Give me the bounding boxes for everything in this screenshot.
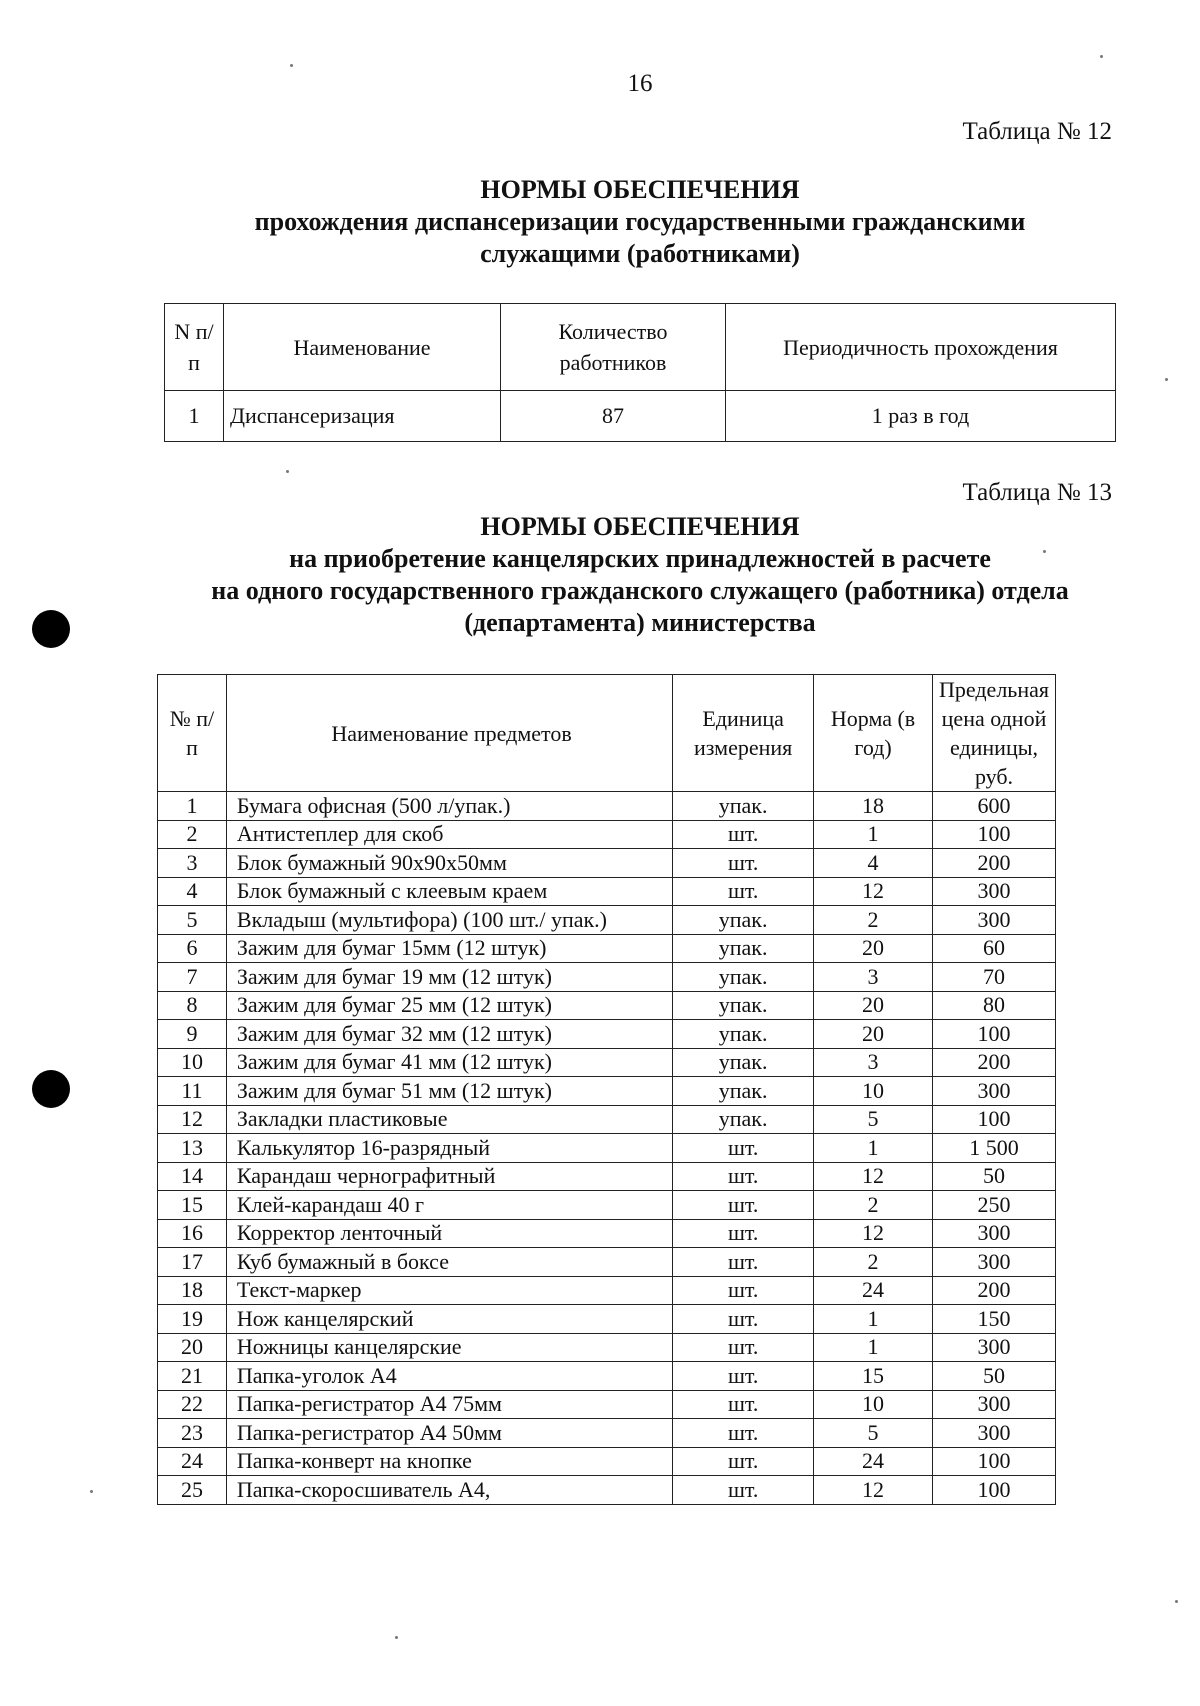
table13-cell: 2 xyxy=(158,820,227,849)
table12-cell: Диспансеризация xyxy=(224,391,501,442)
table13-header-price: Предельная цена одной единицы, руб. xyxy=(933,675,1056,792)
table13-cell: Закладки пластиковые xyxy=(226,1105,672,1134)
table13-cell: 300 xyxy=(933,877,1056,906)
table13-cell: шт. xyxy=(673,1447,814,1476)
table13-cell: 18 xyxy=(158,1276,227,1305)
table13-cell: 100 xyxy=(933,1476,1056,1505)
table13-cell: 1 500 xyxy=(933,1134,1056,1163)
table13-cell: упак. xyxy=(673,963,814,992)
table13-row xyxy=(158,792,1056,821)
table13-cell: 1 xyxy=(158,792,227,821)
table13-cell: 20 xyxy=(814,934,933,963)
scan-speck xyxy=(395,1636,398,1639)
table13-cell: 50 xyxy=(933,1162,1056,1191)
table13-cell: 18 xyxy=(814,792,933,821)
table13-cell: 300 xyxy=(933,1419,1056,1448)
table12-cell: 87 xyxy=(501,391,726,442)
table13-cell: 300 xyxy=(933,1248,1056,1277)
table13-cell: 200 xyxy=(933,1276,1056,1305)
table13-cell: 300 xyxy=(933,1077,1056,1106)
table13-cell: 150 xyxy=(933,1305,1056,1334)
table13-cell: Клей-карандаш 40 г xyxy=(226,1191,672,1220)
table13-cell: 1 xyxy=(814,1333,933,1362)
table13-cell: шт. xyxy=(673,1248,814,1277)
table12-cell: 1 раз в год xyxy=(726,391,1116,442)
table13-cell: 6 xyxy=(158,934,227,963)
table12-header-number: N п/п xyxy=(165,304,224,391)
table13-cell: 15 xyxy=(814,1362,933,1391)
table13-cell: 25 xyxy=(158,1476,227,1505)
table13-cell: Блок бумажный 90х90х50мм xyxy=(226,849,672,878)
table13-cell: Зажим для бумаг 15мм (12 штук) xyxy=(226,934,672,963)
table13-cell: шт. xyxy=(673,820,814,849)
table13-cell: 22 xyxy=(158,1390,227,1419)
table13-cell: 200 xyxy=(933,1048,1056,1077)
table12-subtitle-line2: служащими (работниками) xyxy=(480,239,800,268)
table13-row xyxy=(158,934,1056,963)
table13-cell: шт. xyxy=(673,1390,814,1419)
table13-row xyxy=(158,991,1056,1020)
table12-header-periodicity: Периодичность прохождения xyxy=(726,304,1116,391)
table13-cell: 2 xyxy=(814,1248,933,1277)
table13-cell: 20 xyxy=(814,1020,933,1049)
table13-cell: 12 xyxy=(814,1219,933,1248)
scan-speck xyxy=(90,1490,93,1493)
table13-cell: Папка-уголок А4 xyxy=(226,1362,672,1391)
table13-cell: 21 xyxy=(158,1362,227,1391)
table13-cell: 12 xyxy=(814,877,933,906)
table13-cell: 1 xyxy=(814,1134,933,1163)
table13-cell: шт. xyxy=(673,1362,814,1391)
table13-cell: 250 xyxy=(933,1191,1056,1220)
table13-cell: 20 xyxy=(814,991,933,1020)
table13-cell: Вкладыш (мультифора) (100 шт./ упак.) xyxy=(226,906,672,935)
table13-row xyxy=(158,820,1056,849)
table13-row xyxy=(158,1419,1056,1448)
table13-cell: 300 xyxy=(933,1219,1056,1248)
table13-row xyxy=(158,1048,1056,1077)
table13-cell: шт. xyxy=(673,1305,814,1334)
table13-body xyxy=(158,792,1056,1505)
table13-cell: 12 xyxy=(814,1476,933,1505)
table13-cell: 3 xyxy=(814,963,933,992)
table13-label: Таблица № 13 xyxy=(962,479,1112,506)
table13-row xyxy=(158,1447,1056,1476)
scan-speck xyxy=(1165,378,1168,381)
scan-speck xyxy=(1043,550,1046,553)
table13-cell: 16 xyxy=(158,1219,227,1248)
table13-cell: 60 xyxy=(933,934,1056,963)
table13-cell: Зажим для бумаг 41 мм (12 штук) xyxy=(226,1048,672,1077)
table13-row xyxy=(158,877,1056,906)
scan-speck xyxy=(286,470,289,473)
table13-cell: Зажим для бумаг 25 мм (12 штук) xyxy=(226,991,672,1020)
table13-subtitle-line3: (департамента) министерства xyxy=(464,608,816,637)
table13-subtitle-line2: на одного государственного гражданского служащего (работника) отдела xyxy=(211,576,1069,605)
table13-cell: 100 xyxy=(933,1020,1056,1049)
table13-row xyxy=(158,1476,1056,1505)
table13-row xyxy=(158,906,1056,935)
table13-row xyxy=(158,1191,1056,1220)
scan-speck xyxy=(1100,55,1103,58)
table13-cell: шт. xyxy=(673,1162,814,1191)
table13-cell: шт. xyxy=(673,1191,814,1220)
table13-cell: Блок бумажный с клеевым краем xyxy=(226,877,672,906)
table13-row xyxy=(158,1248,1056,1277)
table13-cell: шт. xyxy=(673,1333,814,1362)
table13-cell: 100 xyxy=(933,1105,1056,1134)
table13-cell: 24 xyxy=(814,1276,933,1305)
table13 xyxy=(157,674,1056,1505)
table12-header-row xyxy=(165,304,1116,391)
punch-hole-upper xyxy=(32,610,70,648)
table12-subtitle-line1: прохождения диспансеризации государственными гражданскими xyxy=(254,207,1026,236)
table13-cell: 300 xyxy=(933,1333,1056,1362)
table13-cell: упак. xyxy=(673,1077,814,1106)
table13-cell: 10 xyxy=(158,1048,227,1077)
table13-cell: 70 xyxy=(933,963,1056,992)
table13-cell: упак. xyxy=(673,792,814,821)
table13-cell: 3 xyxy=(158,849,227,878)
table12-header-count: Количество работников xyxy=(501,304,726,391)
table13-row xyxy=(158,1134,1056,1163)
table13-cell: Антистеплер для скоб xyxy=(226,820,672,849)
table13-cell: Калькулятор 16-разрядный xyxy=(226,1134,672,1163)
table13-cell: 7 xyxy=(158,963,227,992)
table13-row xyxy=(158,1276,1056,1305)
table13-cell: 4 xyxy=(158,877,227,906)
table13-header-norm: Норма (в год) xyxy=(814,675,933,792)
table13-cell: 1 xyxy=(814,820,933,849)
table13-cell: 12 xyxy=(158,1105,227,1134)
table13-cell: 200 xyxy=(933,849,1056,878)
table13-cell: 100 xyxy=(933,820,1056,849)
table13-row xyxy=(158,963,1056,992)
table13-cell: 3 xyxy=(814,1048,933,1077)
table13-cell: Зажим для бумаг 19 мм (12 штук) xyxy=(226,963,672,992)
table13-cell: 13 xyxy=(158,1134,227,1163)
table13-row xyxy=(158,1362,1056,1391)
table13-cell: упак. xyxy=(673,1020,814,1049)
table13-cell: Текст-маркер xyxy=(226,1276,672,1305)
table13-cell: шт. xyxy=(673,1476,814,1505)
table13-cell: 50 xyxy=(933,1362,1056,1391)
table12-label: Таблица № 12 xyxy=(962,118,1112,145)
table13-cell: 23 xyxy=(158,1419,227,1448)
table13-cell: 24 xyxy=(158,1447,227,1476)
table13-cell: упак. xyxy=(673,1105,814,1134)
table13-cell: упак. xyxy=(673,1048,814,1077)
table13-cell: Нож канцелярский xyxy=(226,1305,672,1334)
table13-cell: 5 xyxy=(158,906,227,935)
table13-cell: 4 xyxy=(814,849,933,878)
table13-row xyxy=(158,1333,1056,1362)
table13-cell: 15 xyxy=(158,1191,227,1220)
table12 xyxy=(164,303,1116,442)
table12-body xyxy=(165,391,1116,442)
table13-row xyxy=(158,1105,1056,1134)
table13-cell: 24 xyxy=(814,1447,933,1476)
table13-header-number: № п/п xyxy=(158,675,227,792)
table13-cell: 10 xyxy=(814,1390,933,1419)
table13-header-unit: Единица измерения xyxy=(673,675,814,792)
table13-cell: 5 xyxy=(814,1419,933,1448)
table13-row xyxy=(158,1162,1056,1191)
table13-cell: 9 xyxy=(158,1020,227,1049)
table13-cell: Корректор ленточный xyxy=(226,1219,672,1248)
table13-cell: шт. xyxy=(673,1276,814,1305)
table13-cell: Папка-регистратор А4 50мм xyxy=(226,1419,672,1448)
table13-cell: 20 xyxy=(158,1333,227,1362)
table13-cell: 5 xyxy=(814,1105,933,1134)
table12-title: НОРМЫ ОБЕСПЕЧЕНИЯ xyxy=(480,175,800,204)
table13-cell: упак. xyxy=(673,934,814,963)
table12-heading xyxy=(130,174,1150,270)
table13-cell: Бумага офисная (500 л/упак.) xyxy=(226,792,672,821)
table13-row xyxy=(158,1305,1056,1334)
table13-heading xyxy=(130,511,1150,639)
scan-speck xyxy=(290,64,293,67)
scan-speck xyxy=(1175,1600,1178,1603)
table13-header-item: Наименование предметов xyxy=(226,675,672,792)
table13-cell: 2 xyxy=(814,906,933,935)
punch-hole-lower xyxy=(32,1070,70,1108)
table13-row xyxy=(158,1077,1056,1106)
table13-row xyxy=(158,1219,1056,1248)
table13-cell: Папка-скоросшиватель А4, xyxy=(226,1476,672,1505)
table12-row xyxy=(165,391,1116,442)
table13-cell: 2 xyxy=(814,1191,933,1220)
table13-title: НОРМЫ ОБЕСПЕЧЕНИЯ xyxy=(480,512,800,541)
table13-cell: Куб бумажный в боксе xyxy=(226,1248,672,1277)
table13-cell: 14 xyxy=(158,1162,227,1191)
table13-cell: 10 xyxy=(814,1077,933,1106)
table13-cell: упак. xyxy=(673,906,814,935)
table13-cell: 80 xyxy=(933,991,1056,1020)
table13-cell: 600 xyxy=(933,792,1056,821)
table13-cell: шт. xyxy=(673,1219,814,1248)
table13-row xyxy=(158,1390,1056,1419)
table13-cell: шт. xyxy=(673,1134,814,1163)
table13-row xyxy=(158,1020,1056,1049)
table13-cell: Папка-регистратор А4 75мм xyxy=(226,1390,672,1419)
table13-cell: 11 xyxy=(158,1077,227,1106)
table13-cell: 1 xyxy=(814,1305,933,1334)
table12-header-name: Наименование xyxy=(224,304,501,391)
table13-cell: 300 xyxy=(933,1390,1056,1419)
table13-subtitle-line1: на приобретение канцелярских принадлежностей в расчете xyxy=(289,544,991,573)
table12-cell: 1 xyxy=(165,391,224,442)
table13-cell: Зажим для бумаг 32 мм (12 штук) xyxy=(226,1020,672,1049)
table13-cell: 17 xyxy=(158,1248,227,1277)
page-number: 16 xyxy=(627,70,653,97)
table13-cell: Карандаш чернографитный xyxy=(226,1162,672,1191)
table13-cell: 100 xyxy=(933,1447,1056,1476)
table13-cell: шт. xyxy=(673,877,814,906)
table13-cell: 8 xyxy=(158,991,227,1020)
table13-cell: 300 xyxy=(933,906,1056,935)
table13-cell: шт. xyxy=(673,1419,814,1448)
table13-cell: 19 xyxy=(158,1305,227,1334)
table13-header-row xyxy=(158,675,1056,792)
table13-cell: Папка-конверт на кнопке xyxy=(226,1447,672,1476)
table13-cell: Зажим для бумаг 51 мм (12 штук) xyxy=(226,1077,672,1106)
table13-cell: 12 xyxy=(814,1162,933,1191)
table13-cell: упак. xyxy=(673,991,814,1020)
table13-cell: Ножницы канцелярские xyxy=(226,1333,672,1362)
table13-cell: шт. xyxy=(673,849,814,878)
table13-row xyxy=(158,849,1056,878)
